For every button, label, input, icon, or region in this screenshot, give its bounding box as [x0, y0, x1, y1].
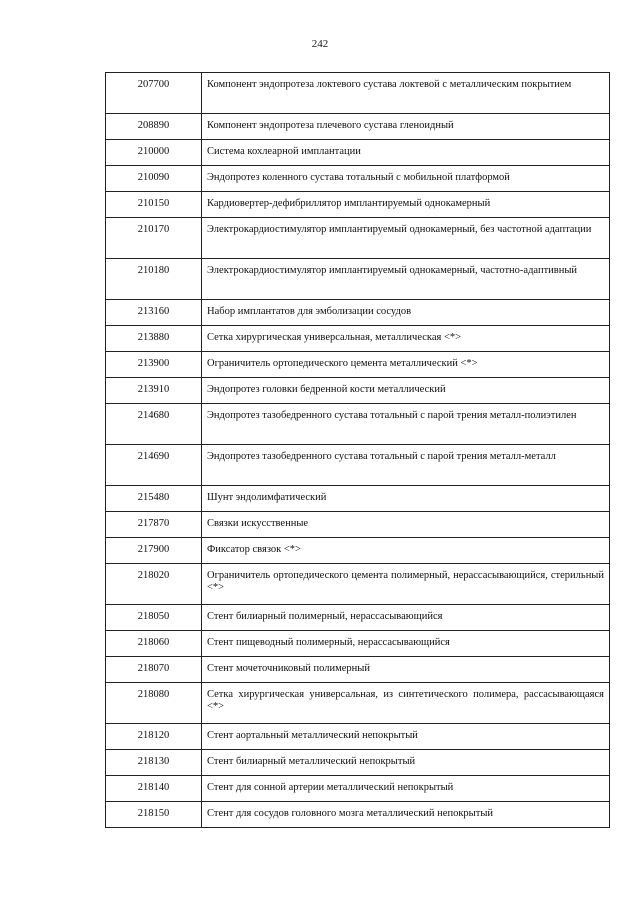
name-cell: Сетка хирургическая универсальная, из синтетического полимера, рассасывающаяся <*>: [202, 683, 610, 724]
table-row: [106, 802, 610, 828]
table-row: [106, 538, 610, 564]
table-row: [106, 683, 610, 724]
name-cell: Стент билиарный полимерный, нерассасывающийся: [202, 605, 610, 631]
table-row: [106, 218, 610, 259]
table-row: [106, 326, 610, 352]
name-cell: Эндопротез головки бедренной кости металлический: [202, 378, 610, 404]
code-cell: 218080: [106, 683, 202, 724]
code-cell: 210170: [106, 218, 202, 259]
code-cell: 213880: [106, 326, 202, 352]
code-cell: 218050: [106, 605, 202, 631]
name-cell: Стент пищеводный полимерный, нерассасывающийся: [202, 631, 610, 657]
table-row: [106, 114, 610, 140]
name-cell: Ограничитель ортопедического цемента полимерный, нерассасывающийся, стерильный <*>: [202, 564, 610, 605]
table-row: [106, 605, 610, 631]
table-row: [106, 776, 610, 802]
table-row: [106, 300, 610, 326]
code-cell: 213900: [106, 352, 202, 378]
code-cell: 214680: [106, 404, 202, 445]
name-cell: Стент мочеточниковый полимерный: [202, 657, 610, 683]
name-cell: Электрокардиостимулятор имплантируемый однокамерный, без частотной адаптации: [202, 218, 610, 259]
code-cell: 213160: [106, 300, 202, 326]
name-cell: Система кохлеарной имплантации: [202, 140, 610, 166]
table-row: [106, 512, 610, 538]
table-row: [106, 259, 610, 300]
table-row: [106, 750, 610, 776]
table-row: [106, 631, 610, 657]
device-code-table: [105, 72, 610, 828]
name-cell: Сетка хирургическая универсальная, металлическая <*>: [202, 326, 610, 352]
code-cell: 214690: [106, 445, 202, 486]
table-row: [106, 404, 610, 445]
code-cell: 210090: [106, 166, 202, 192]
name-cell: Ограничитель ортопедического цемента металлический <*>: [202, 352, 610, 378]
table-row: [106, 166, 610, 192]
name-cell: Компонент эндопротеза плечевого сустава гленоидный: [202, 114, 610, 140]
name-cell: Связки искусственные: [202, 512, 610, 538]
name-cell: Эндопротез тазобедренного сустава тотальный с парой трения металл-металл: [202, 445, 610, 486]
table-row: [106, 564, 610, 605]
code-cell: 210150: [106, 192, 202, 218]
name-cell: Стент аортальный металлический непокрытый: [202, 724, 610, 750]
name-cell: Электрокардиостимулятор имплантируемый однокамерный, частотно-адаптивный: [202, 259, 610, 300]
code-cell: 210180: [106, 259, 202, 300]
table-row: [106, 352, 610, 378]
code-cell: 218120: [106, 724, 202, 750]
name-cell: Кардиовертер-дефибриллятор имплантируемый однокамерный: [202, 192, 610, 218]
code-cell: 218060: [106, 631, 202, 657]
table-row: [106, 724, 610, 750]
name-cell: Стент для сосудов головного мозга металлический непокрытый: [202, 802, 610, 828]
table-row: [106, 192, 610, 218]
name-cell: Эндопротез тазобедренного сустава тотальный с парой трения металл-полиэтилен: [202, 404, 610, 445]
code-cell: 208890: [106, 114, 202, 140]
table-row: [106, 73, 610, 114]
name-cell: Фиксатор связок <*>: [202, 538, 610, 564]
name-cell: Набор имплантатов для эмболизации сосудов: [202, 300, 610, 326]
code-cell: 218140: [106, 776, 202, 802]
code-cell: 213910: [106, 378, 202, 404]
code-cell: 217870: [106, 512, 202, 538]
table-row: [106, 486, 610, 512]
code-cell: 210000: [106, 140, 202, 166]
code-cell: 207700: [106, 73, 202, 114]
name-cell: Стент билиарный металлический непокрытый: [202, 750, 610, 776]
table-row: [106, 140, 610, 166]
code-cell: 218130: [106, 750, 202, 776]
page-number: 242: [311, 38, 329, 50]
table-row: [106, 657, 610, 683]
code-cell: 215480: [106, 486, 202, 512]
name-cell: Стент для сонной артерии металлический непокрытый: [202, 776, 610, 802]
table-row: [106, 378, 610, 404]
name-cell: Компонент эндопротеза локтевого сустава локтевой с металлическим покрытием: [202, 73, 610, 114]
code-cell: 217900: [106, 538, 202, 564]
code-cell: 218150: [106, 802, 202, 828]
name-cell: Эндопротез коленного сустава тотальный с мобильной платформой: [202, 166, 610, 192]
code-cell: 218020: [106, 564, 202, 605]
name-cell: Шунт эндолимфатический: [202, 486, 610, 512]
code-cell: 218070: [106, 657, 202, 683]
table-row: [106, 445, 610, 486]
